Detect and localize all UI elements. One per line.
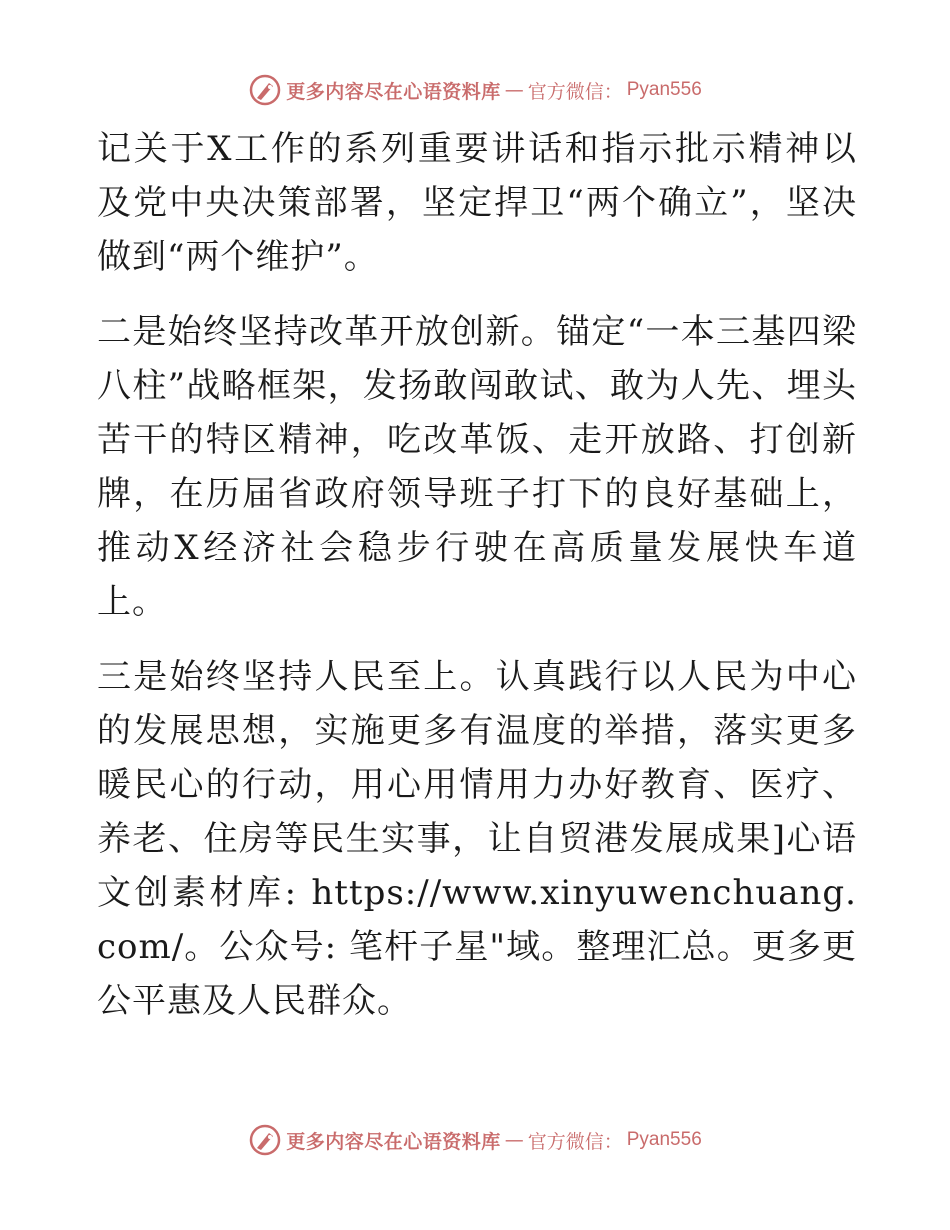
wechat-id: Pyan556 — [626, 79, 702, 100]
wechat-id: Pyan556 — [626, 1129, 702, 1150]
footer-banner — [0, 1120, 950, 1160]
pen-nib-logo-icon — [248, 73, 282, 107]
paragraph-1: 记关于X工作的系列重要讲话和指示批示精神以及党中央决策部署，坚定捍卫“两个确立”，坚决做到“两个维护”。 — [97, 129, 857, 277]
document-body — [97, 122, 857, 1049]
banner-text: 更多内容尽在心语资料库 — [286, 80, 501, 103]
banner-text: 更多内容尽在心语资料库 — [286, 1130, 501, 1153]
header-banner — [0, 70, 950, 110]
paragraph-2: 二是始终坚持改革开放创新。锚定“一本三基四梁八柱”战略框架，发扬敢闯敢试、敢为人先、埋头苦干的特区精神，吃改革饭、走开放路、打创新牌，在历届省政府领导班子打下的良好基础上，推动X经济社会稳步行驶在高质量发展快车道上。 — [97, 312, 857, 622]
wechat-label: 官方微信： — [527, 80, 623, 103]
banner-separator: — — [504, 1129, 524, 1151]
banner-separator: — — [504, 79, 524, 101]
pen-nib-logo-icon — [248, 1123, 282, 1157]
paragraph-3: 三是始终坚持人民至上。认真践行以人民为中心的发展思想，实施更多有温度的举措，落实更多暖民心的行动，用心用情用力办好教育、医疗、养老、住房等民生实事，让自贸港发展成果]心语文创素材库: https://www.xinyuwenchuang.com/。公众号: 笔杆子星"域。整理汇总。更多更公平惠及人民群众。 — [97, 657, 857, 1021]
wechat-label: 官方微信： — [527, 1130, 623, 1153]
